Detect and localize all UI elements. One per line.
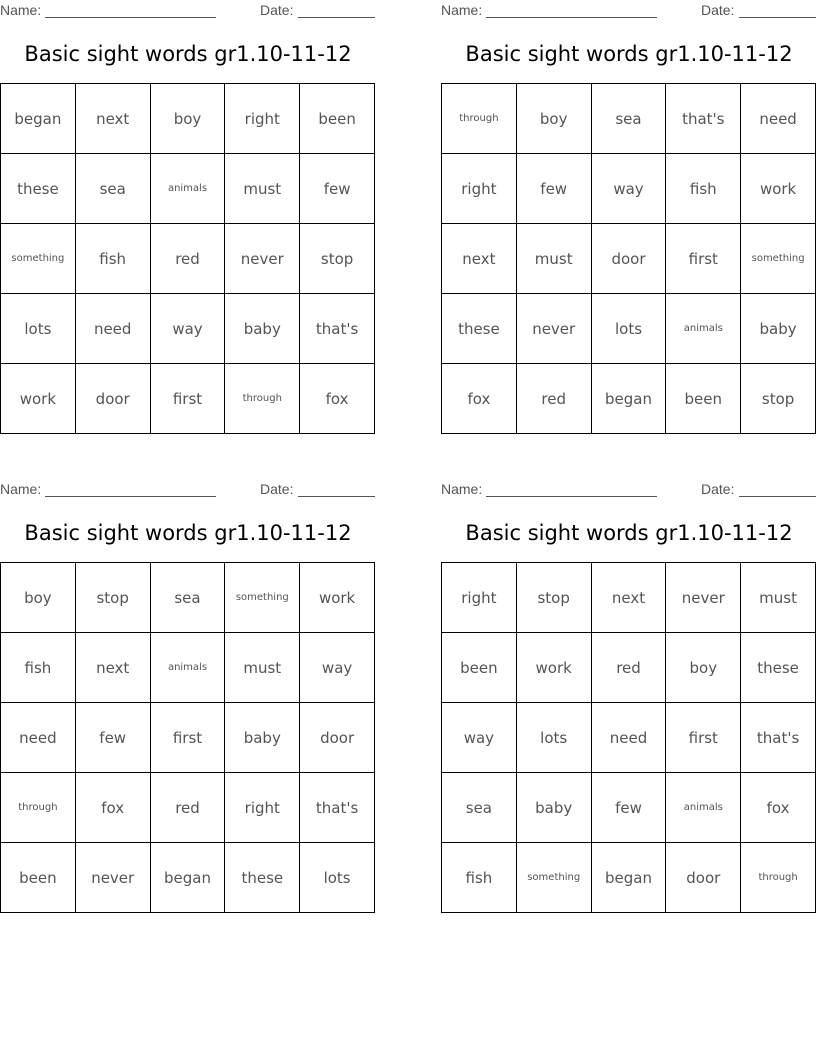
word-cell: baby bbox=[225, 703, 300, 773]
word-cell: something bbox=[741, 224, 816, 294]
word-cell: began bbox=[592, 843, 667, 913]
name-line bbox=[486, 17, 657, 18]
word-cell: boy bbox=[517, 84, 592, 154]
word-cell: door bbox=[76, 364, 151, 434]
word-cell: that's bbox=[300, 294, 375, 364]
word-cell: fox bbox=[741, 773, 816, 843]
word-cell: sea bbox=[442, 773, 517, 843]
name-line bbox=[486, 496, 657, 497]
word-cell: never bbox=[517, 294, 592, 364]
word-cell: through bbox=[1, 773, 76, 843]
word-cell: these bbox=[1, 154, 76, 224]
name-date-row bbox=[0, 2, 376, 20]
word-cell: right bbox=[225, 84, 300, 154]
word-cell: these bbox=[741, 633, 816, 703]
name-label: Name: bbox=[0, 481, 42, 497]
word-cell: sea bbox=[592, 84, 667, 154]
word-cell: work bbox=[741, 154, 816, 224]
word-cell: boy bbox=[1, 563, 76, 633]
word-cell: need bbox=[1, 703, 76, 773]
name-date-row bbox=[441, 481, 816, 499]
word-cell: must bbox=[741, 563, 816, 633]
word-cell: been bbox=[442, 633, 517, 703]
word-cell: first bbox=[151, 364, 226, 434]
word-cell: few bbox=[592, 773, 667, 843]
date-label: Date: bbox=[260, 481, 294, 497]
word-cell: fish bbox=[76, 224, 151, 294]
word-cell: first bbox=[151, 703, 226, 773]
word-cell: red bbox=[151, 773, 226, 843]
word-cell: few bbox=[300, 154, 375, 224]
word-cell: next bbox=[76, 84, 151, 154]
word-cell: animals bbox=[151, 633, 226, 703]
name-date-row bbox=[0, 481, 376, 499]
word-cell: fox bbox=[300, 364, 375, 434]
word-cell: boy bbox=[666, 633, 741, 703]
word-cell: been bbox=[666, 364, 741, 434]
word-cell: next bbox=[592, 563, 667, 633]
card-title: Basic sight words gr1.10-11-12 bbox=[24, 521, 352, 545]
word-cell: been bbox=[300, 84, 375, 154]
word-cell: few bbox=[517, 154, 592, 224]
word-cell: door bbox=[592, 224, 667, 294]
date-label: Date: bbox=[260, 2, 294, 18]
word-cell: next bbox=[442, 224, 517, 294]
word-cell: right bbox=[442, 563, 517, 633]
word-cell: way bbox=[151, 294, 226, 364]
word-cell: never bbox=[666, 563, 741, 633]
word-cell: next bbox=[76, 633, 151, 703]
word-cell: something bbox=[1, 224, 76, 294]
word-cell: stop bbox=[517, 563, 592, 633]
name-date-row bbox=[441, 2, 816, 20]
word-cell: need bbox=[592, 703, 667, 773]
word-cell: that's bbox=[300, 773, 375, 843]
word-cell: first bbox=[666, 224, 741, 294]
word-grid bbox=[0, 83, 375, 434]
word-cell: door bbox=[300, 703, 375, 773]
word-cell: fish bbox=[442, 843, 517, 913]
word-cell: animals bbox=[666, 773, 741, 843]
word-cell: that's bbox=[666, 84, 741, 154]
word-cell: red bbox=[151, 224, 226, 294]
word-cell: something bbox=[225, 563, 300, 633]
word-cell: through bbox=[442, 84, 517, 154]
word-cell: way bbox=[442, 703, 517, 773]
word-cell: these bbox=[225, 843, 300, 913]
word-cell: sea bbox=[151, 563, 226, 633]
word-cell: animals bbox=[151, 154, 226, 224]
word-cell: must bbox=[517, 224, 592, 294]
word-cell: lots bbox=[1, 294, 76, 364]
word-cell: sea bbox=[76, 154, 151, 224]
name-line bbox=[45, 496, 216, 497]
word-cell: red bbox=[592, 633, 667, 703]
date-line bbox=[298, 496, 375, 497]
date-line bbox=[739, 496, 816, 497]
word-cell: been bbox=[1, 843, 76, 913]
word-cell: stop bbox=[76, 563, 151, 633]
word-cell: must bbox=[225, 154, 300, 224]
word-cell: right bbox=[225, 773, 300, 843]
word-cell: something bbox=[517, 843, 592, 913]
card-title: Basic sight words gr1.10-11-12 bbox=[465, 521, 793, 545]
word-cell: baby bbox=[517, 773, 592, 843]
word-cell: few bbox=[76, 703, 151, 773]
word-cell: began bbox=[1, 84, 76, 154]
word-cell: never bbox=[225, 224, 300, 294]
date-line bbox=[739, 17, 816, 18]
word-cell: need bbox=[76, 294, 151, 364]
word-cell: lots bbox=[300, 843, 375, 913]
card-title: Basic sight words gr1.10-11-12 bbox=[465, 42, 793, 66]
word-cell: through bbox=[741, 843, 816, 913]
word-cell: animals bbox=[666, 294, 741, 364]
word-cell: work bbox=[517, 633, 592, 703]
word-grid bbox=[441, 83, 816, 434]
word-cell: way bbox=[592, 154, 667, 224]
word-cell: began bbox=[592, 364, 667, 434]
word-cell: work bbox=[1, 364, 76, 434]
word-cell: fish bbox=[1, 633, 76, 703]
word-cell: baby bbox=[225, 294, 300, 364]
name-line bbox=[45, 17, 216, 18]
name-label: Name: bbox=[0, 2, 42, 18]
word-cell: right bbox=[442, 154, 517, 224]
date-label: Date: bbox=[701, 2, 735, 18]
card-title: Basic sight words gr1.10-11-12 bbox=[24, 42, 352, 66]
date-label: Date: bbox=[701, 481, 735, 497]
word-cell: through bbox=[225, 364, 300, 434]
word-cell: fish bbox=[666, 154, 741, 224]
word-cell: boy bbox=[151, 84, 226, 154]
word-cell: fox bbox=[76, 773, 151, 843]
word-cell: fox bbox=[442, 364, 517, 434]
word-cell: door bbox=[666, 843, 741, 913]
word-cell: stop bbox=[741, 364, 816, 434]
word-cell: never bbox=[76, 843, 151, 913]
word-cell: must bbox=[225, 633, 300, 703]
word-cell: way bbox=[300, 633, 375, 703]
word-cell: stop bbox=[300, 224, 375, 294]
word-cell: began bbox=[151, 843, 226, 913]
word-grid bbox=[0, 562, 375, 913]
word-cell: need bbox=[741, 84, 816, 154]
word-cell: that's bbox=[741, 703, 816, 773]
word-cell: lots bbox=[517, 703, 592, 773]
word-cell: these bbox=[442, 294, 517, 364]
word-cell: first bbox=[666, 703, 741, 773]
word-cell: work bbox=[300, 563, 375, 633]
word-cell: lots bbox=[592, 294, 667, 364]
word-cell: red bbox=[517, 364, 592, 434]
word-cell: baby bbox=[741, 294, 816, 364]
word-grid bbox=[441, 562, 816, 913]
name-label: Name: bbox=[441, 481, 483, 497]
date-line bbox=[298, 17, 375, 18]
name-label: Name: bbox=[441, 2, 483, 18]
